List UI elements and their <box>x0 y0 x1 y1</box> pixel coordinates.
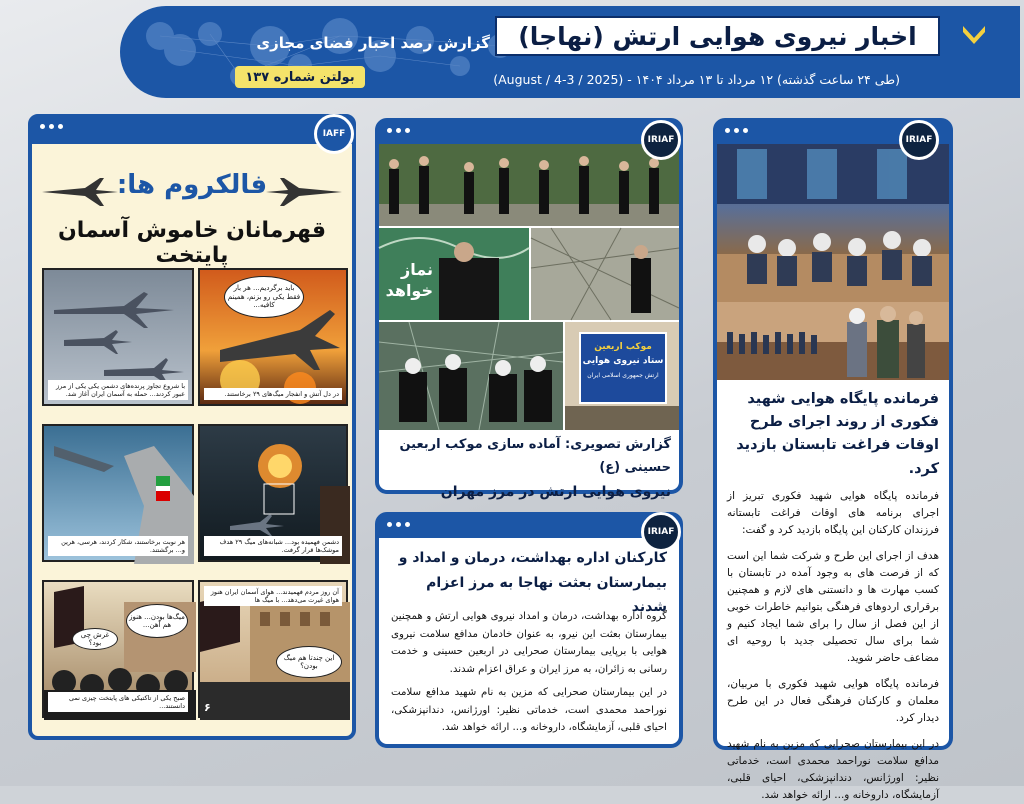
comic-panel-4 <box>198 424 348 562</box>
card-header-bar <box>32 118 352 144</box>
poster-line: ستاد نیروی هوایی <box>582 356 664 366</box>
comic-panel-1 <box>42 268 194 406</box>
panel-number: ۶ <box>204 701 211 714</box>
caption-line: گزارش تصویری: آماده سازی موکب اربعین حسینی (ع) <box>399 437 671 475</box>
paragraph: در این بیمارستان صحرایی که مزین به نام شهید مدافع سلامت نوراحمد محمدی است، خدماتی نظیر: اورژانس، دندانپزشکی، احیای قلبی، آزمایشگاه، داروخانه و... ارائه خواهد شد. <box>391 687 667 734</box>
card-header-bar <box>379 516 679 538</box>
paragraph: فرمانده پایگاه هوایی شهید فکوری تبریز از اجرای برنامه های اوقات فراغت تابستانه فرزندان کارکنان این پایگاه بازدید کرد و گفت: <box>727 490 939 536</box>
panel-caption: در دل آتش و انفجار میگ‌های ۲۹ برخاستند. <box>204 388 342 400</box>
paragraph: گروه اداره بهداشت، درمان و امداد نیروی هوایی ارتش و همچنین بیمارستان بعثت این نیرو، به عنوان خادمان مدافع سلامت نیروی هوایی با برپایی بیمارستان صحرایی در اربعین حسینی و خدمت رسانی به زائران، به مرز ایران و عراق اعزام شدند. <box>391 611 667 675</box>
page-title: اخبار نیروی هوایی ارتش (نهاجا) <box>518 21 917 51</box>
poster-line: موکب اربعین <box>594 342 652 352</box>
photo-camouflage-net <box>379 228 529 320</box>
comic-panel-5 <box>42 580 194 718</box>
paragraph: در این بیمارستان صحرایی که مزین به نام شهید مدافع سلامت نوراحمد محمدی است، خدماتی نظیر: اورژانس، دندانپزشکی، احیای قلبی، آزمایشگاه، داروخانه و... ارائه خواهد شد. <box>727 738 939 801</box>
photo-mosque-children <box>717 144 949 302</box>
news-card-arbaeen-mokeb <box>375 118 683 500</box>
comic-panel-3 <box>42 424 194 562</box>
poster-board <box>579 332 667 404</box>
panel-number: ۳ <box>48 545 55 558</box>
comic-title-line2: قهرمانان خاموش آسمان پایتخت <box>58 218 326 268</box>
panel-number: ۲ <box>204 389 211 402</box>
card-headline: کارکنان اداره بهداشت، درمان و امداد و بیمارستان بعثت نهاجا به مرز اعزام شدند <box>398 550 667 615</box>
speech-bubble: غرش چی بود؟ <box>72 628 118 650</box>
card-headline: فرمانده پایگاه هوایی شهید فکوری از روند اجرای طرح اوقات فراغت تابستان بازدید کرد. <box>736 391 939 477</box>
iaff-logo-icon: IAFF <box>314 114 354 154</box>
page-title-box <box>495 16 940 56</box>
card-header-bar <box>379 122 679 144</box>
bulletin-number-badge: بولتن شماره ۱۳۷ <box>235 66 365 88</box>
speech-bubble: باید برگردیم... هر بار فقط یکی رو بزنم، همینم کافیه... <box>224 276 304 318</box>
caption-line: نیروی هوایی ارتش در مرز مهران <box>440 483 671 500</box>
date-range: (طی ۲۴ ساعت گذشته) ۱۲ مرداد تا ۱۳ مرداد ۱۴۰۴ - (2025 / August / 4-3) <box>493 72 900 87</box>
more-options-icon[interactable] <box>40 124 63 129</box>
photo-net-preparation <box>531 228 679 320</box>
news-card-medical-dispatch <box>375 512 683 748</box>
comic-panel-2 <box>198 268 348 406</box>
comic-panel-6 <box>198 580 348 718</box>
speech-bubble: این چندتا هم میگ بودن؟ <box>276 646 342 678</box>
more-options-icon[interactable] <box>387 522 410 527</box>
comic-card-fulcrums <box>28 114 356 740</box>
photo-report-caption <box>387 434 671 504</box>
panel-caption: با شروع تجاوز پرنده‌های دشمن یکی یکی از مرز عبور کردند... حمله به آسمان ایران آغاز شد. <box>48 380 188 400</box>
card-body <box>391 608 667 737</box>
panel-caption: دشمن فهمیده بود... شبانه‌های میگ ۲۹ هدف موشک‌ها قرار گرفت. <box>204 536 342 556</box>
photo-mokeb-poster <box>565 322 679 430</box>
photo-team-meeting <box>379 144 679 226</box>
panel-number: ۱ <box>48 389 55 402</box>
banner-text: نماز خواهد <box>385 260 433 300</box>
card-body <box>727 488 939 804</box>
panel-number: ۵ <box>48 701 55 714</box>
panel-number: ۴ <box>204 545 211 558</box>
panel-caption: صبح یکی از تاکتیکی های پایتخت چیزی نمی دانستند... <box>48 692 188 712</box>
poster-line: ارتش جمهوری اسلامی ایران <box>587 372 659 379</box>
panel-caption: آن روز مردم فهمیدند... هوای آسمان ایران هنوز هوای غیرت می‌دهد... با میگ ها <box>204 586 342 606</box>
iriaf-logo-icon: IRIAF <box>899 120 939 160</box>
page-subtitle: گزارش رصد اخبار فضای مجازی <box>256 34 490 52</box>
photo-volunteers-sewing <box>379 322 563 430</box>
paragraph: هدف از اجرای این طرح و شرکت شما این است که از فرصت های به وجود آمده در تابستان با کسب مهارت ها و دانستنی های لازم و همچنین برقراری اردوهای فرهنگی بتوانیم خاطرات خوبی از این فصل از سال را برای شما ایجاد کنیم و شما برای سال تحصیلی جدید با روحیه ای مضاعف حاضر شوید. <box>727 550 939 664</box>
more-options-icon[interactable] <box>387 128 410 133</box>
speech-bubble: میگ‌ها بودن... هنوز هم آهن... <box>126 604 188 638</box>
panel-caption: هر نوبت برخاستند، شکار کردند، هرسی، هرین و... برگشتند. <box>48 536 188 556</box>
iriaf-logo-icon: IRIAF <box>641 512 681 552</box>
news-card-base-visit <box>713 118 953 801</box>
comic-title-line1: فالکروم ها: <box>116 170 268 200</box>
iriaf-logo-icon: IRIAF <box>641 120 681 160</box>
photo-sports-hall <box>717 302 949 380</box>
paragraph: فرمانده پایگاه هوایی شهید فکوری با مربیان، معلمان و کارکنان فرهنگی فعال در این طرح دیدار کرد. <box>727 678 939 724</box>
header-banner <box>120 6 1020 98</box>
chevron-down-icon <box>960 20 988 48</box>
more-options-icon[interactable] <box>725 128 748 133</box>
